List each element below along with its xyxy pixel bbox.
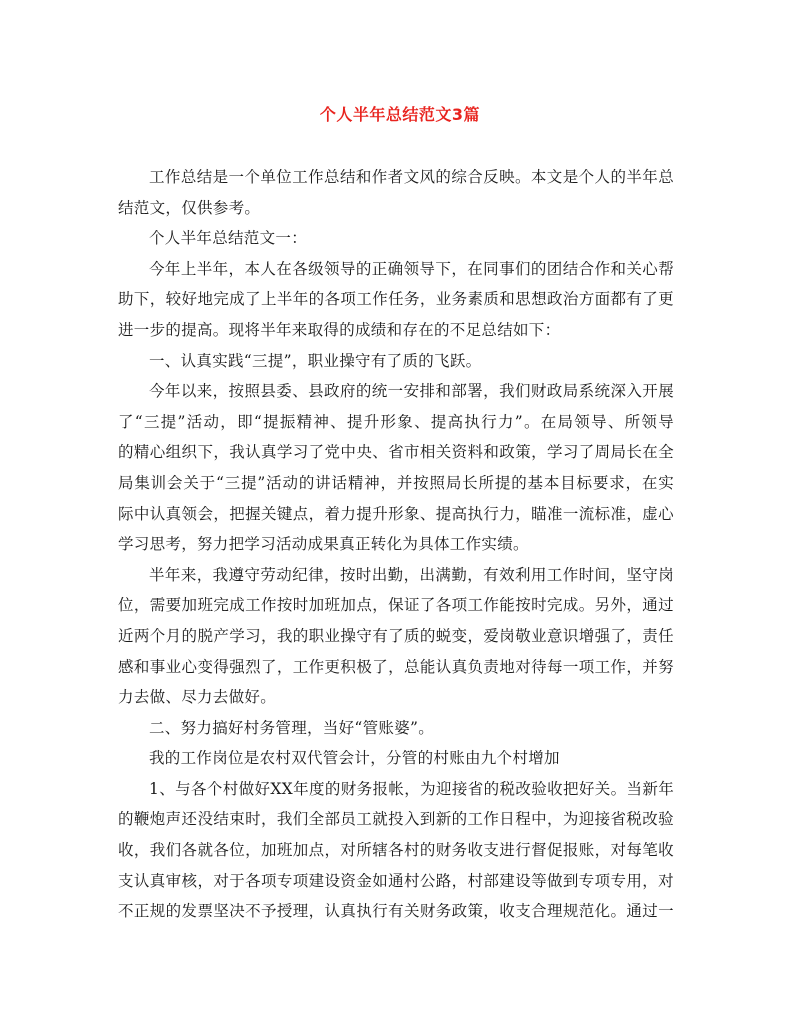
body-line: 的鞭炮声还没结束时，我们全部员工就投入到新的工作日程中，为迎接省税改验 (118, 810, 674, 829)
document-title: 个人半年总结范文3篇 (319, 105, 481, 124)
body-line: 收，我们各就各位，加班加点，对所辖各村的财务收支进行督促报账，对每笔收 (118, 841, 674, 860)
body-line: 局集训会关于“三提”活动的讲话精神，并按照局长所提的基本目标要求，在实 (118, 473, 674, 492)
body-line: 际中认真领会，把握关键点，着力提升形象、提高执行力，瞄准一流标准，虚心 (118, 504, 674, 523)
body-line: 力去做、尽力去做好。 (118, 688, 277, 707)
body-line: 二、努力搞好村务管理，当好“管账婆”。 (149, 718, 435, 737)
body-line: 近两个月的脱产学习，我的职业操守有了质的蜕变，爱岗敬业意识增强了，责任 (118, 626, 674, 645)
body-line: 感和事业心变得强烈了，工作更积极了，总能认真负责地对待每一项工作，并努 (118, 657, 674, 676)
body-line: 1、与各个村做好XX年度的财务报帐，为迎接省的税改验收把好关。当新年 (149, 779, 674, 798)
body-line: 一、认真实践“三提”，职业操守有了质的飞跃。 (149, 351, 482, 370)
body-line: 工作总结是一个单位工作总结和作者文风的综合反映。本文是个人的半年总 (149, 168, 674, 186)
body-line: 我的工作岗位是农村双代管会计，分管的村账由九个村增加 (149, 749, 560, 768)
body-line: 半年来，我遵守劳动纪律，按时出勤，出满勤，有效利用工作时间，坚守岗 (149, 565, 674, 584)
body-line: 支认真审核，对于各项专项建设资金如通村公路，村部建设等做到专项专用，对 (118, 871, 674, 890)
body-line: 学习思考，努力把学习活动成果真正转化为具体工作实绩。 (118, 535, 529, 554)
body-line: 不正规的发票坚决不予授理，认真执行有关财务政策，收支合理规范化。通过一 (118, 902, 674, 921)
body-line: 今年上半年，本人在各级领导的正确领导下，在同事们的团结合作和关心帮 (149, 259, 674, 278)
body-line: 的精心组织下，我认真学习了党中央、省市相关资料和政策，学习了周局长在全 (118, 443, 674, 462)
document-body (118, 162, 674, 927)
body-line: 今年以来，按照县委、县政府的统一安排和部署，我们财政局系统深入开展 (149, 382, 674, 401)
body-line: 结范文，仅供参考。 (118, 198, 261, 217)
body-line: 了“三提”活动，即“提振精神、提升形象、提高执行力”。在局领导、所领导 (118, 412, 674, 431)
body-line: 个人半年总结范文一： (149, 229, 308, 248)
body-line: 位，需要加班完成工作按时加班加点，保证了各项工作能按时完成。另外，通过 (118, 596, 674, 615)
body-line: 助下，较好地完成了上半年的各项工作任务，业务素质和思想政治方面都有了更 (118, 290, 674, 309)
body-line: 进一步的提高。现将半年来取得的成绩和存在的不足总结如下： (118, 320, 561, 339)
